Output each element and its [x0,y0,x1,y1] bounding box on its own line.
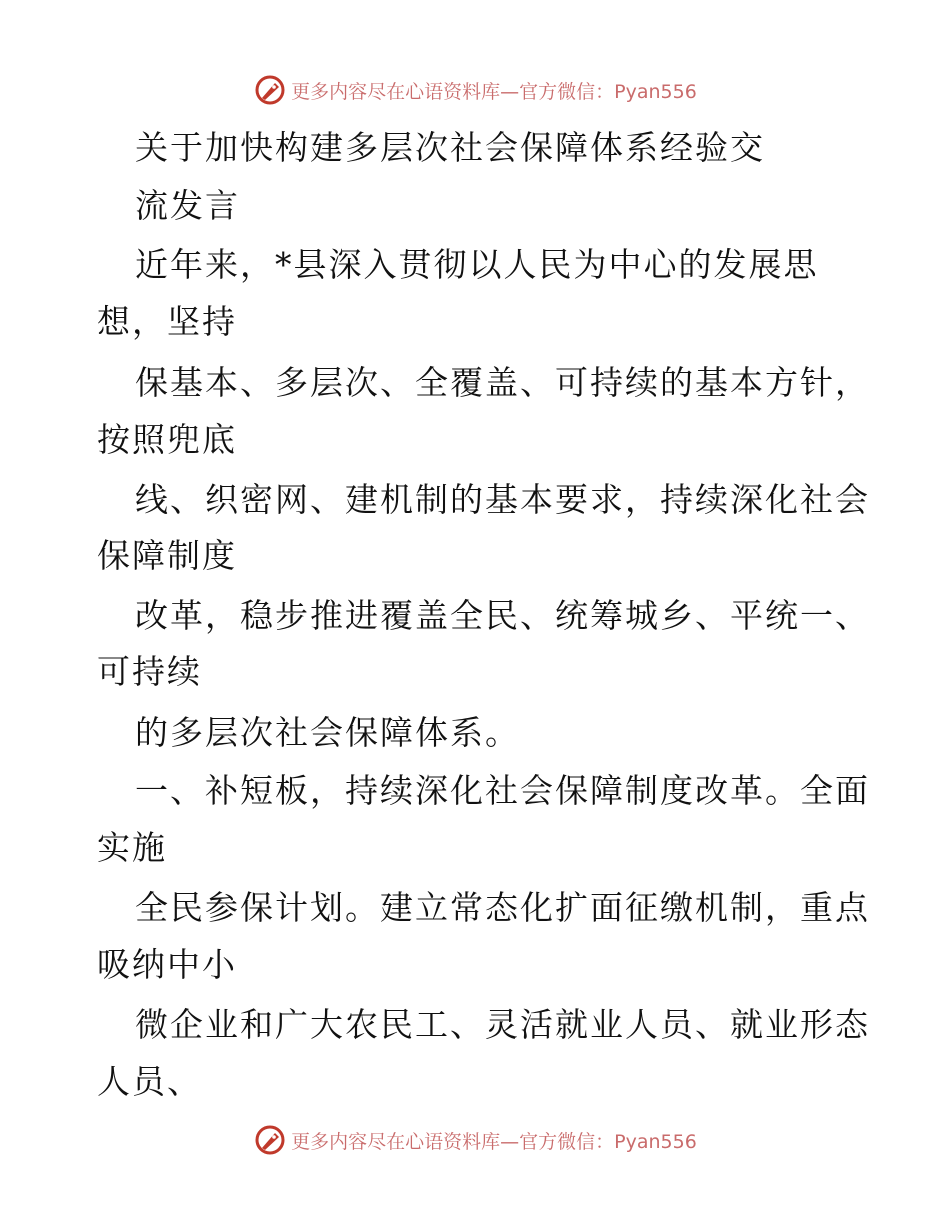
doc-line-13: 实施 [97,828,167,867]
doc-line-7: 线、织密网、建机制的基本要求，持续深化社会 [135,480,870,519]
doc-line-14: 全民参保计划。建立常态化扩面征缴机制，重点 [135,888,870,927]
footer-contact-text: —官方微信：Pyan556 [500,1130,697,1153]
doc-line-5: 保基本、多层次、全覆盖、可持续的基本方针， [135,363,870,402]
doc-line-4: 想，坚持 [97,302,237,341]
pen-nib-circle-icon [253,73,287,107]
doc-line-8: 保障制度 [97,536,237,575]
header-brand-text: 更多内容尽在心语资料库 [291,80,501,103]
doc-line-10: 可持续 [97,652,202,691]
doc-line-17: 人员、 [97,1062,202,1101]
footer-watermark [0,1120,950,1160]
doc-line-6: 按照兜底 [97,420,237,459]
doc-line-16: 微企业和广大农民工、灵活就业人员、就业形态 [135,1005,870,1044]
doc-title-line-1: 关于加快构建多层次社会保障体系经验交 [135,128,765,167]
doc-title-line-2: 流发言 [135,186,240,225]
doc-line-12: 一、补短板，持续深化社会保障制度改革。全面 [135,771,870,810]
doc-line-3: 近年来，*县深入贯彻以人民为中心的发展思 [135,245,819,284]
header-watermark [0,70,950,110]
footer-brand-text: 更多内容尽在心语资料库 [291,1130,501,1153]
header-contact-text: —官方微信：Pyan556 [500,80,697,103]
pen-nib-circle-icon [253,1123,287,1157]
doc-line-9: 改革，稳步推进覆盖全民、统筹城乡、平统一、 [135,596,870,635]
doc-line-11: 的多层次社会保障体系。 [135,713,520,752]
doc-line-15: 吸纳中小 [97,945,237,984]
